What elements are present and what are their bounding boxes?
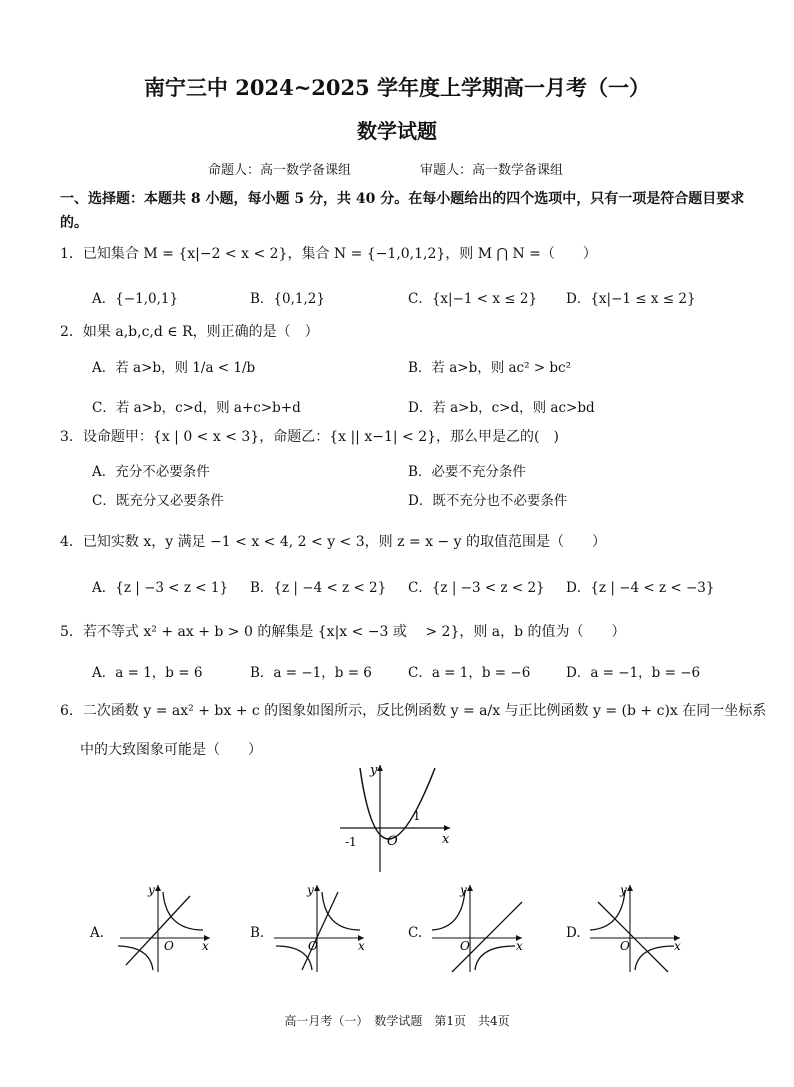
fig-origin-label: O (387, 834, 398, 849)
q6-option-a-graph (118, 880, 218, 975)
q6-option-b-label: B. (250, 925, 265, 941)
q2-option-a: A．若 a>b，则 1/a < 1/b (92, 360, 256, 376)
c-x-label: x (516, 939, 523, 953)
fig-tick-1: 1 (413, 809, 421, 823)
d-x-label: x (674, 939, 681, 953)
q6-option-a-label: A. (90, 925, 105, 941)
fig-tick-neg1: -1 (345, 835, 357, 849)
q1-option-b: B．{0,1,2} (250, 291, 325, 307)
question-4-stem: 4．已知实数 x，y 满足 −1 < x < 4, 2 < y < 3，则 z = x − y 的取值范围是（ ） (60, 534, 606, 550)
q6-option-b-graph (272, 880, 372, 975)
q5-option-b: B．a = −1，b = 6 (250, 665, 372, 681)
q6-option-c-graph (430, 880, 530, 975)
question-3-stem: 3．设命题甲：{x | 0 < x < 3}，命题乙：{x || x−1| < 2}，那么甲是乙的( ) (60, 429, 559, 445)
q3-option-c: C．既充分又必要条件 (92, 493, 224, 509)
q5-option-a: A．a = 1，b = 6 (92, 665, 203, 681)
a-x-label: x (202, 939, 209, 953)
b-origin-label: O (308, 939, 318, 953)
q6-option-d-label: D. (566, 925, 581, 941)
q6-option-c-label: C. (408, 925, 423, 941)
question-1-stem: 1．已知集合 M = {x|−2 < x < 2}，集合 N = {−1,0,1,2}，则 M ⋂ N =（ ） (60, 246, 597, 262)
d-origin-label: O (620, 939, 630, 953)
fig-x-label: x (442, 832, 450, 847)
q2-option-d: D．若 a>b，c>d，则 ac>bd (408, 400, 595, 416)
b-x-label: x (358, 939, 365, 953)
question-5-stem: 5．若不等式 x² + ax + b > 0 的解集是 {x|x < −3 或 > 2}，则 a，b 的值为（ ） (60, 624, 626, 640)
q3-option-d: D．既不充分也不必要条件 (408, 493, 568, 509)
exam-subtitle: 数学试题 (357, 119, 437, 143)
question-2-stem: 2．如果 a,b,c,d ∈ R，则正确的是（ ） (60, 324, 319, 340)
q1-option-a: A．{−1,0,1} (92, 291, 179, 307)
c-y-label: y (460, 883, 467, 897)
a-y-label: y (148, 883, 155, 897)
q4-option-d: D．{z | −4 < z < −3} (566, 580, 715, 596)
question-6-stem: 6．二次函数 y = ax² + bx + c 的图象如图所示，反比例函数 y = a/x 与正比例函数 y = (b + c)x 在同一坐标系 (60, 703, 767, 719)
q5-option-d: D．a = −1，b = −6 (566, 665, 701, 681)
q3-option-b: B．必要不充分条件 (408, 464, 526, 480)
question-6-stem-continued: 中的大致图象可能是（ ） (80, 742, 262, 758)
setter-label: 命题人：高一数学备课组 (208, 163, 352, 178)
q4-option-c: C．{z | −3 < z < 2} (408, 580, 545, 596)
parabola-figure (335, 760, 460, 875)
q4-option-b: B．{z | −4 < z < 2} (250, 580, 387, 596)
q5-option-c: C．a = 1，b = −6 (408, 665, 531, 681)
exam-title: 南宁三中 2024~2025 学年度上学期高一月考（一） (143, 75, 651, 100)
d-y-label: y (620, 883, 627, 897)
q3-option-a: A．充分不必要条件 (92, 464, 210, 480)
q2-option-c: C．若 a>b，c>d，则 a+c>b+d (92, 400, 301, 416)
page-footer: 高一月考（一） 数学试题 第1页 共4页 (284, 1014, 510, 1028)
fig-y-label: y (370, 763, 378, 778)
section-heading: 一、选择题：本题共 8 小题，每小题 5 分，共 40 分。在每小题给出的四个选项中，只有一项是符合题目要求的。 (60, 191, 745, 231)
c-origin-label: O (460, 939, 470, 953)
reviewer-label: 审题人：高一数学备课组 (420, 163, 564, 178)
q1-option-c: C．{x|−1 < x ≤ 2} (408, 291, 538, 307)
q1-option-d: D．{x|−1 ≤ x ≤ 2} (566, 291, 696, 307)
q4-option-a: A．{z | −3 < z < 1} (92, 580, 229, 596)
q2-option-b: B．若 a>b，则 ac² > bc² (408, 360, 572, 376)
a-origin-label: O (164, 939, 174, 953)
b-y-label: y (307, 883, 314, 897)
q6-option-d-graph (588, 880, 688, 975)
